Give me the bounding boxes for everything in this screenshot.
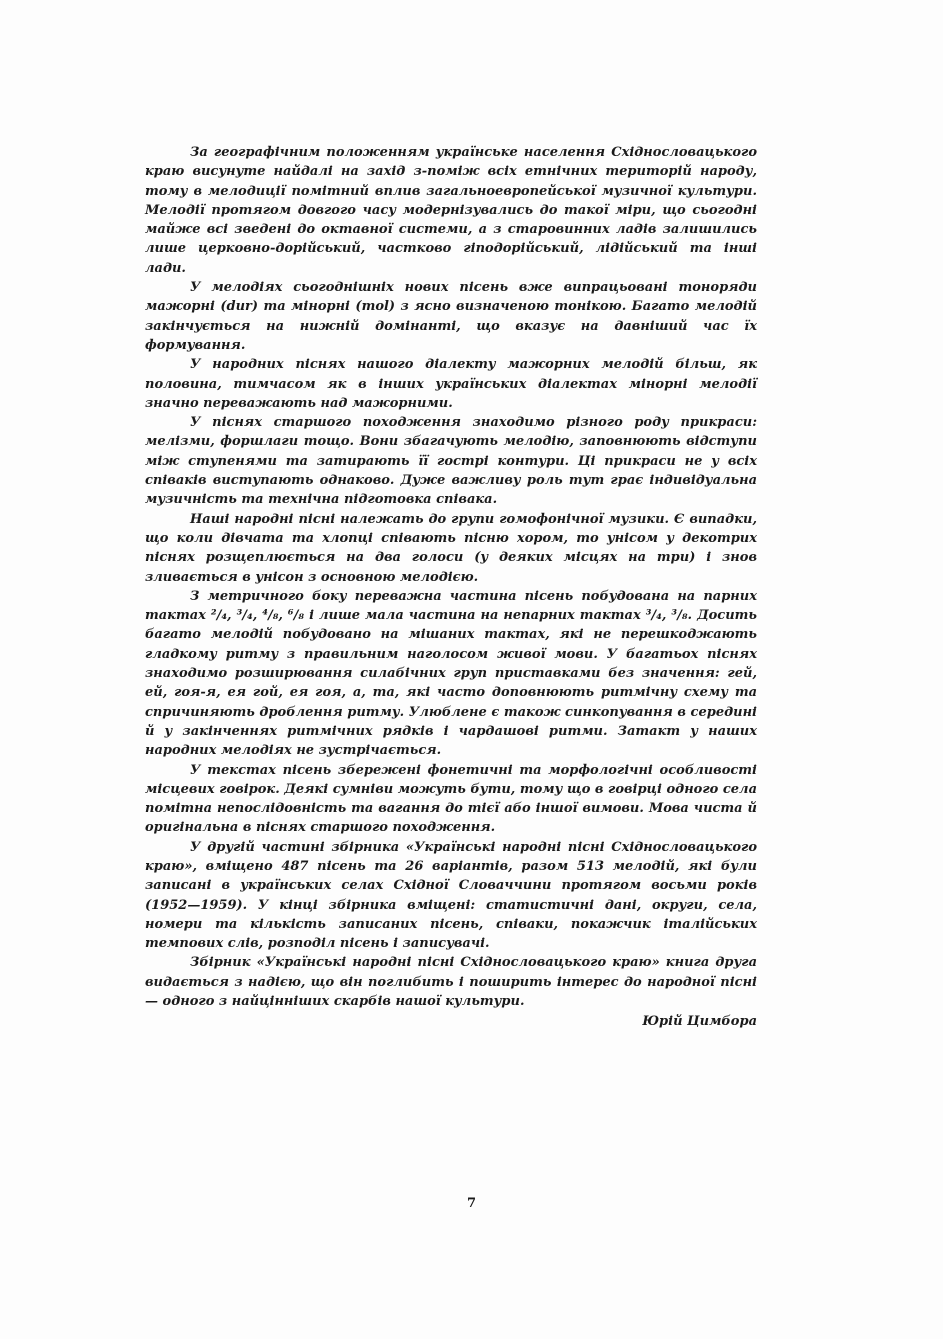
paragraph-texts: У текстах пісень збережені фонетичні та морфологічні особливості місцевих говірок. Деякі сумніви можуть бути, тому що в говірці одного села помітна непослідовність та вагання до тієї або іншої вимови. Мова чиста й оригінальна в піснях старшого походження. <box>145 762 757 836</box>
paragraph-tonality: У мелодіях сьогоднішніх нових пісень вже випрацьовані тоноряди мажорні (dur) та мінорні (mol) з ясно визначеною тонікою. Багато мелодій закінчується на нижній домінанті, що вказує на давніший час їх формування. <box>145 280 757 353</box>
paragraph-collection-contents: У другій частині збірника «Українські народні пісні Східнословацького краю», вміщено 487 пісень та 26 варіантів, разом 513 мелодій, які були записані в українських селах Східної Словаччини протягом восьми років (1952—1959). У кінці збірника вміщені: статистичні дані, округи, села, номери та кількість записаних пісень, співаки, покажчик італійських темпових слів, розподіл пісень і записувачі. <box>145 839 757 952</box>
paragraph-meter: З метричного боку переважна частина пісень побудована на парних тактах ²/₄, ³/₄, ⁴/₈, ⁶/₈ і лише мала частина на непарних тактах ³/₄, ³/₈. Досить багато мелодій побудовано на мішаних тактах, які не перешкоджають гладкому ритму з правильним наголосом живої мови. У багатьох піснях знаходимо розширювання силабічних груп приставками без значення: гей, ей, гоя-я, ея гой, ея гоя, а, та, які часто доповнюють ритмічну схему та спричиняють дроблення ритму. Улюблене є також синкопування в середині й у закінченнях ритмічних рядків і чардашові ритми. Затакт у наших народних мелодіях не зустрічається. <box>145 588 757 759</box>
paragraph-geography: За географічним положенням українське населення Східнословацького краю висунуте найдалі на захід з-поміж всіх етнічних територій народу, тому в мелодиції помітний вплив загальноевропейської музичної культури. Мелодії протягом довгого часу модернізувались до такої міри, що сьогодні майже всі зведені до октавної системи, а з старовинних ладів залишились лише церковно-дорійський, частково гіподорійський, лідійський та інші лади. <box>145 145 757 276</box>
author-signature: Юрій Цимбора <box>642 1014 757 1030</box>
body-text <box>145 143 757 1031</box>
paragraph-conclusion: Збірник «Українські народні пісні Східнословацького краю» книга друга видається з надією, що він поглибить і поширить інтерес до народної пісні — одного з найцінніших скарбів нашої культури. <box>145 955 757 1010</box>
paragraph-major-minor: У народних піснях нашого діалекту мажорних мелодій більш, як половина, тимчасом як в інших українських діалектах мінорні мелодії значно переважають над мажорними. <box>145 357 757 411</box>
page-number: 7 <box>466 1196 477 1211</box>
paragraph-ornaments: У піснях старшого походження знаходимо різного роду прикраси: мелізми, форшлаги тощо. Вони збагачують мелодію, заповнюють відступи між ступенями та затирають її гострі контури. Ці прикраси не у всіх співаків виступають однаково. Дуже важливу роль тут грає індивідуальна музичність та технічна підготовка співака. <box>145 415 757 508</box>
paragraph-homophony: Наші народні пісні належать до групи гомофонічної музики. Є випадки, що коли дівчата та хлопці співають пісню хором, то унісом у декотрих піснях розщеплюється на два голоси (у деяких місцях на три) і знов зливається в унісон з основною мелодією. <box>145 511 757 585</box>
